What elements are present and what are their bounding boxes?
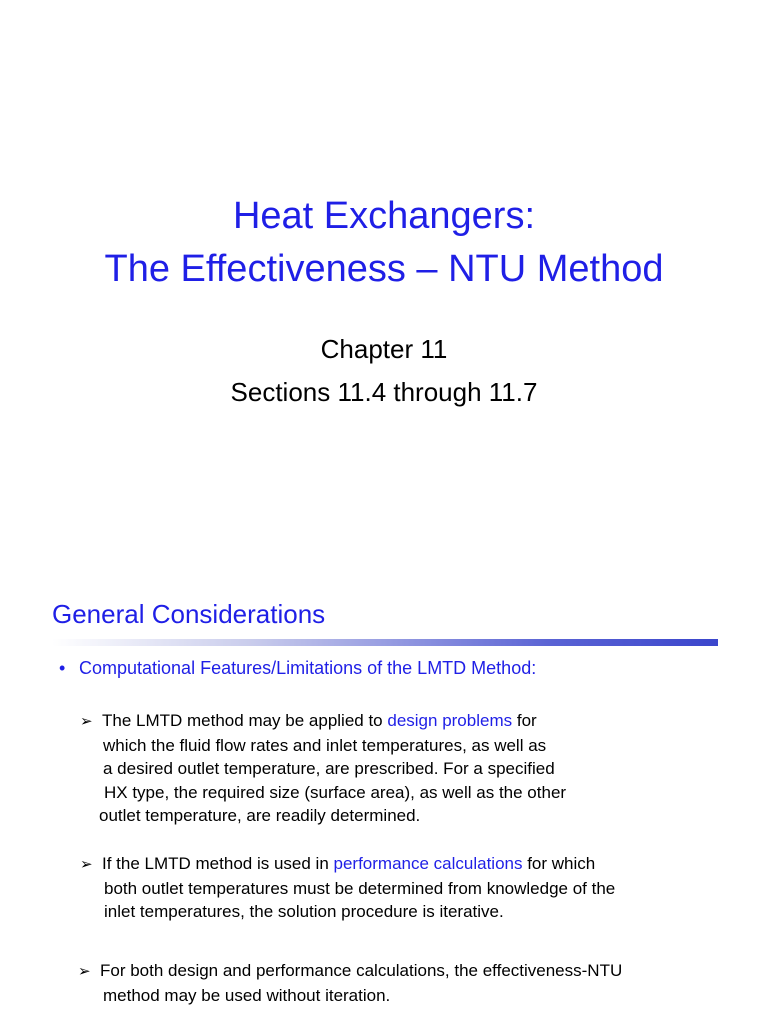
sub-bullet-text: If the LMTD method is used in xyxy=(102,854,334,873)
sub-bullet-text: The LMTD method may be applied to xyxy=(102,711,388,730)
sub-bullet-line: both outlet temperatures must be determined from knowledge of the xyxy=(104,878,616,898)
sub-bullet-line: HX type, the required size (surface area), as well as the other xyxy=(104,782,567,802)
sub-bullet-design xyxy=(80,709,566,828)
sub-bullet-line xyxy=(78,959,622,984)
main-bullet xyxy=(59,657,536,679)
slide-title-line2: The Effectiveness – NTU Method xyxy=(104,248,664,290)
sub-bullet-effectiveness-ntu xyxy=(78,959,622,1007)
arrow-bullet-icon: ➢ xyxy=(80,713,93,730)
content-slide xyxy=(0,512,768,1024)
arrow-bullet-icon: ➢ xyxy=(78,963,91,980)
main-bullet-text: Computational Features/Limitations of the LMTD Method: xyxy=(79,658,537,678)
sub-bullet-line xyxy=(80,852,615,877)
sub-bullet-text: For both design and performance calculations, the effectiveness-NTU xyxy=(100,961,623,980)
sub-bullet-line: outlet temperature, are readily determined. xyxy=(99,806,421,825)
performance-calculations-term: performance calculations xyxy=(333,854,523,873)
bullet-dot-icon: • xyxy=(59,658,66,678)
sub-bullet-line xyxy=(80,709,566,734)
sub-bullet-line: method may be used without iteration. xyxy=(103,985,391,1005)
slide-heading: General Considerations xyxy=(52,599,326,629)
sections-label: Sections 11.4 through 11.7 xyxy=(230,377,538,407)
sub-bullet-text: for which xyxy=(522,854,596,873)
sub-bullet-line: which the fluid flow rates and inlet temperatures, as well as xyxy=(103,735,547,755)
sub-bullet-line: a desired outlet temperature, are prescribed. For a specified xyxy=(103,759,555,778)
chapter-label: Chapter 11 xyxy=(320,334,448,364)
sub-bullet-text: for xyxy=(512,711,537,730)
heading-divider xyxy=(52,639,718,646)
slide-title-line1: Heat Exchangers: xyxy=(232,195,536,237)
design-problems-term: design problems xyxy=(387,711,513,730)
sub-bullet-line: inlet temperatures, the solution procedure is iterative. xyxy=(104,902,504,921)
arrow-bullet-icon: ➢ xyxy=(80,856,93,873)
sub-bullet-performance xyxy=(80,852,615,924)
